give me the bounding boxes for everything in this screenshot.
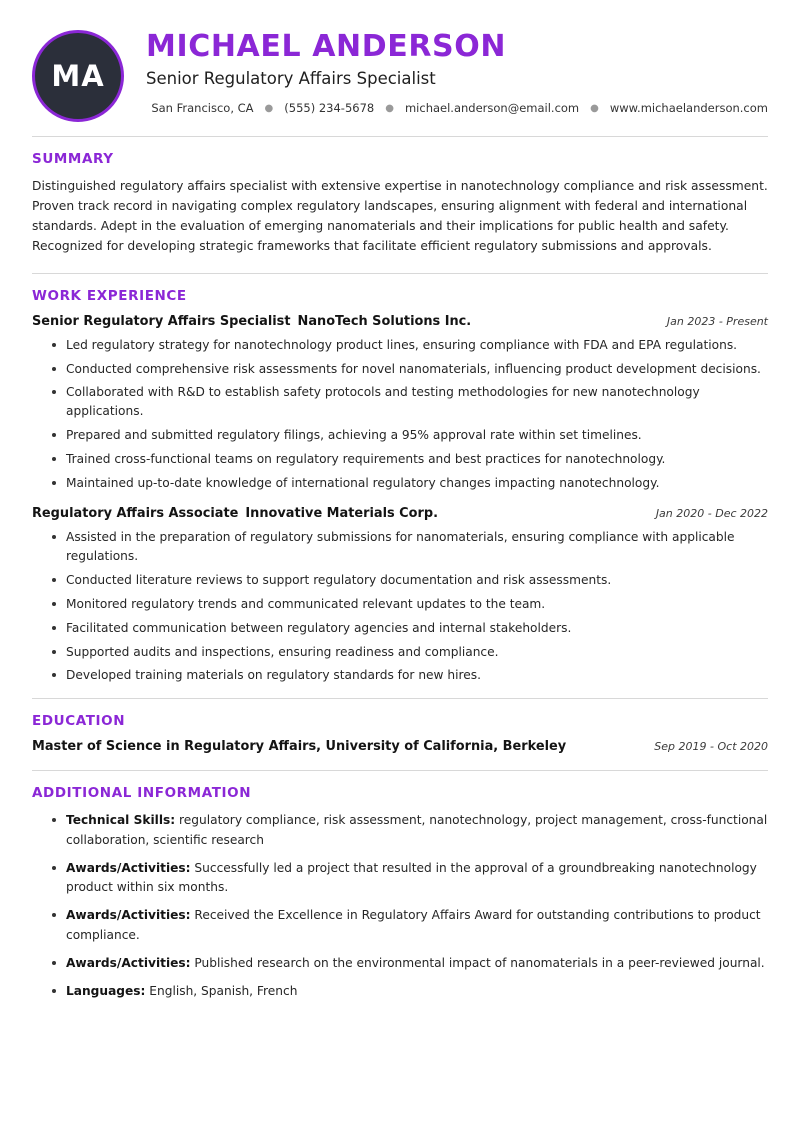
experience-dates: Jan 2020 - Dec 2022 — [655, 506, 768, 520]
list-item: Monitored regulatory trends and communicated relevant updates to the team. — [52, 595, 768, 614]
list-item — [52, 906, 768, 945]
contact-separator-icon: ● — [385, 102, 394, 114]
contact-separator-icon: ● — [264, 102, 274, 114]
additional-label: Awards/Activities: — [66, 860, 191, 875]
experience-entry-header — [32, 314, 768, 329]
education-entry — [32, 739, 768, 754]
experience-role-company — [32, 314, 471, 329]
header-job-title: Senior Regulatory Affairs Specialist — [146, 69, 436, 88]
section-summary — [32, 137, 768, 257]
section-additional-information — [32, 771, 768, 1001]
experience-bullet-list — [32, 336, 768, 493]
experience-company: Innovative Materials Corp. — [245, 505, 438, 521]
list-item: Led regulatory strategy for nanotechnology product lines, ensuring compliance with FDA and EPA regulations. — [52, 336, 768, 355]
additional-label: Technical Skills: — [66, 813, 176, 828]
additional-text: Received the Excellence in Regulatory Affairs Award for outstanding contributions to product compliance. — [66, 908, 761, 942]
section-education — [32, 699, 768, 754]
list-item — [52, 859, 768, 898]
list-item: Developed training materials on regulatory standards for new hires. — [52, 666, 768, 685]
list-item: Facilitated communication between regulatory agencies and internal stakeholders. — [52, 619, 768, 638]
experience-entry — [32, 506, 768, 685]
list-item: Conducted literature reviews to support regulatory documentation and risk assessments. — [52, 571, 768, 590]
additional-list — [32, 811, 768, 1001]
list-item: Prepared and submitted regulatory filings, achieving a 95% approval rate within set timelines. — [52, 426, 768, 445]
contact-location: San Francisco, CA — [151, 101, 254, 115]
section-title-summary: SUMMARY — [32, 151, 114, 167]
list-item — [52, 982, 768, 1001]
additional-text: Published research on the environmental impact of nanomaterials in a peer-reviewed journal. — [194, 955, 765, 970]
experience-company: NanoTech Solutions Inc. — [297, 313, 472, 329]
experience-role-company — [32, 506, 438, 521]
section-title-additional: ADDITIONAL INFORMATION — [32, 785, 252, 802]
experience-entry — [32, 314, 768, 493]
section-title-education: EDUCATION — [32, 713, 126, 730]
additional-text: Successfully led a project that resulted in the approval of a groundbreaking nanotechnology product within six months. — [66, 860, 757, 895]
contact-website[interactable]: www.michaelanderson.com — [609, 101, 768, 115]
list-item — [52, 811, 768, 850]
list-item: Conducted comprehensive risk assessments for novel nanomaterials, influencing product development decisions. — [52, 360, 768, 379]
contact-separator-icon: ● — [590, 102, 599, 114]
list-item — [52, 954, 768, 973]
section-work-experience — [32, 274, 768, 686]
additional-text: English, Spanish, French — [149, 984, 298, 999]
additional-label: Languages: — [66, 984, 146, 999]
header-text-block — [124, 26, 768, 115]
list-item: Collaborated with R&D to establish safety protocols and testing methodologies for new nanotechnology applications. — [52, 383, 768, 421]
contact-row — [146, 101, 768, 115]
list-item: Maintained up-to-date knowledge of international regulatory changes impacting nanotechnology. — [52, 474, 768, 493]
list-item: Assisted in the preparation of regulatory submissions for nanomaterials, ensuring compliance with applicable regulations. — [52, 528, 768, 566]
page-title: MICHAEL ANDERSON — [146, 29, 507, 64]
experience-dates: Jan 2023 - Present — [666, 314, 768, 328]
resume-header — [32, 26, 768, 136]
list-item: Supported audits and inspections, ensuring readiness and compliance. — [52, 643, 768, 662]
contact-email[interactable]: michael.anderson@email.com — [404, 101, 580, 115]
list-item: Trained cross-functional teams on regulatory requirements and best practices for nanotechnology. — [52, 450, 768, 469]
avatar — [32, 30, 124, 122]
education-degree: Master of Science in Regulatory Affairs, University of California, Berkeley — [32, 739, 567, 755]
avatar-initials: MA — [51, 59, 105, 93]
section-title-experience: WORK EXPERIENCE — [32, 287, 187, 304]
additional-label: Awards/Activities: — [66, 955, 191, 970]
education-dates: Sep 2019 - Oct 2020 — [654, 740, 768, 754]
additional-text: regulatory compliance, risk assessment, nanotechnology, project management, cross-functional collaboration, scientific research — [66, 813, 768, 847]
experience-role: Regulatory Affairs Associate — [32, 505, 239, 521]
experience-role: Senior Regulatory Affairs Specialist — [32, 313, 291, 329]
experience-entry-header — [32, 506, 768, 521]
additional-label: Awards/Activities: — [66, 908, 191, 923]
contact-phone[interactable]: (555) 234-5678 — [284, 101, 375, 115]
experience-bullet-list — [32, 528, 768, 685]
summary-text: Distinguished regulatory affairs specialist with extensive expertise in nanotechnology compliance and risk assessment. Proven track record in navigating complex regulatory landscapes, ensuring alignment with federal and international standards. Adept in the evaluation of emerging nanomaterials and their implications for public health and safety. Recognized for developing strategic frameworks that facilitate efficient regulatory submissions and approvals. — [32, 179, 768, 253]
